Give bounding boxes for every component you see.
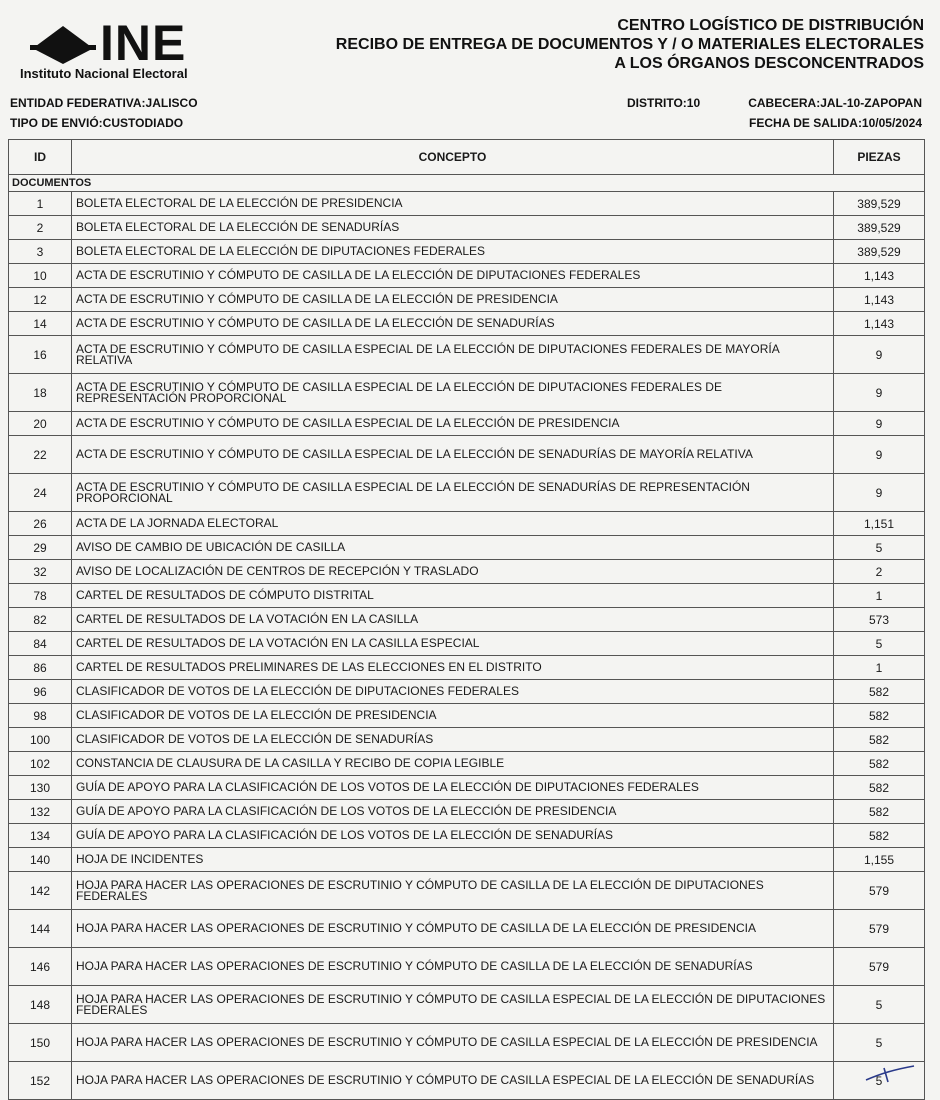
table-row xyxy=(9,848,925,872)
table-row xyxy=(9,264,925,288)
table-header-row xyxy=(9,140,925,175)
cell-concepto: CARTEL DE RESULTADOS DE LA VOTACIÓN EN LA CASILLA xyxy=(72,608,834,632)
cell-id: 96 xyxy=(9,680,72,704)
cell-concepto: CLASIFICADOR DE VOTOS DE LA ELECCIÓN DE DIPUTACIONES FEDERALES xyxy=(72,680,834,704)
table-row xyxy=(9,512,925,536)
table-row xyxy=(9,872,925,910)
cell-piezas: 1 xyxy=(834,656,925,680)
fecha-salida: FECHA DE SALIDA:10/05/2024 xyxy=(749,116,922,130)
table-row xyxy=(9,728,925,752)
cell-piezas: 573 xyxy=(834,608,925,632)
title-line-3: A LOS ÓRGANOS DESCONCENTRADOS xyxy=(614,55,924,72)
cell-concepto: AVISO DE LOCALIZACIÓN DE CENTROS DE RECEPCIÓN Y TRASLADO xyxy=(72,560,834,584)
cell-piezas: 389,529 xyxy=(834,216,925,240)
cell-id: 140 xyxy=(9,848,72,872)
table-row xyxy=(9,240,925,264)
cell-piezas: 9 xyxy=(834,336,925,374)
cell-id: 18 xyxy=(9,374,72,412)
cell-id: 102 xyxy=(9,752,72,776)
table-row xyxy=(9,608,925,632)
tipo-envio: TIPO DE ENVIÓ:CUSTODIADO xyxy=(10,116,184,130)
logo-text: INE xyxy=(100,15,187,71)
cell-piezas: 1,143 xyxy=(834,312,925,336)
cell-concepto: CONSTANCIA DE CLAUSURA DE LA CASILLA Y RECIBO DE COPIA LEGIBLE xyxy=(72,752,834,776)
cell-piezas: 1,143 xyxy=(834,264,925,288)
cell-id: 132 xyxy=(9,800,72,824)
cell-concepto: BOLETA ELECTORAL DE LA ELECCIÓN DE PRESIDENCIA xyxy=(72,192,834,216)
table-row xyxy=(9,374,925,412)
documents-table xyxy=(8,139,925,1100)
cell-id: 100 xyxy=(9,728,72,752)
cell-id: 29 xyxy=(9,536,72,560)
cell-concepto: ACTA DE LA JORNADA ELECTORAL xyxy=(72,512,834,536)
cell-concepto: AVISO DE CAMBIO DE UBICACIÓN DE CASILLA xyxy=(72,536,834,560)
table-row xyxy=(9,584,925,608)
cell-concepto: HOJA PARA HACER LAS OPERACIONES DE ESCRUTINIO Y CÓMPUTO DE CASILLA ESPECIAL DE LA ELECCIÓN DE DIPUTACIONES FEDERALES xyxy=(72,986,834,1024)
cell-concepto: HOJA PARA HACER LAS OPERACIONES DE ESCRUTINIO Y CÓMPUTO DE CASILLA ESPECIAL DE LA ELECCIÓN DE SENADURÍAS xyxy=(72,1062,834,1100)
cell-concepto: ACTA DE ESCRUTINIO Y CÓMPUTO DE CASILLA ESPECIAL DE LA ELECCIÓN DE DIPUTACIONES FEDERALES DE MAYORÍA RELATIVA xyxy=(72,336,834,374)
cell-concepto: ACTA DE ESCRUTINIO Y CÓMPUTO DE CASILLA ESPECIAL DE LA ELECCIÓN DE SENADURÍAS DE MAYORÍA RELATIVA xyxy=(72,436,834,474)
table-row xyxy=(9,412,925,436)
cell-id: 142 xyxy=(9,872,72,910)
table-row xyxy=(9,986,925,1024)
table-row xyxy=(9,910,925,948)
cell-piezas: 2 xyxy=(834,560,925,584)
cell-piezas: 579 xyxy=(834,910,925,948)
cell-concepto: CARTEL DE RESULTADOS DE CÓMPUTO DISTRITAL xyxy=(72,584,834,608)
cell-concepto: BOLETA ELECTORAL DE LA ELECCIÓN DE SENADURÍAS xyxy=(72,216,834,240)
cell-id: 82 xyxy=(9,608,72,632)
cell-piezas: 9 xyxy=(834,474,925,512)
cell-concepto: HOJA PARA HACER LAS OPERACIONES DE ESCRUTINIO Y CÓMPUTO DE CASILLA DE LA ELECCIÓN DE SENADURÍAS xyxy=(72,948,834,986)
column-header-piezas: PIEZAS xyxy=(834,140,925,175)
cell-piezas: 582 xyxy=(834,752,925,776)
cell-piezas: 582 xyxy=(834,704,925,728)
cell-concepto: HOJA DE INCIDENTES xyxy=(72,848,834,872)
cell-concepto: HOJA PARA HACER LAS OPERACIONES DE ESCRUTINIO Y CÓMPUTO DE CASILLA ESPECIAL DE LA ELECCIÓN DE PRESIDENCIA xyxy=(72,1024,834,1062)
table-row xyxy=(9,824,925,848)
cell-id: 2 xyxy=(9,216,72,240)
cell-concepto: BOLETA ELECTORAL DE LA ELECCIÓN DE DIPUTACIONES FEDERALES xyxy=(72,240,834,264)
cell-piezas: 9 xyxy=(834,436,925,474)
cell-concepto: CARTEL DE RESULTADOS DE LA VOTACIÓN EN LA CASILLA ESPECIAL xyxy=(72,632,834,656)
table-row xyxy=(9,312,925,336)
cell-piezas: 9 xyxy=(834,412,925,436)
cell-id: 84 xyxy=(9,632,72,656)
table-row xyxy=(9,216,925,240)
table-row xyxy=(9,1024,925,1062)
cell-id: 22 xyxy=(9,436,72,474)
cell-piezas: 5 xyxy=(834,536,925,560)
cell-piezas: 1,143 xyxy=(834,288,925,312)
cell-piezas: 582 xyxy=(834,824,925,848)
cell-id: 152 xyxy=(9,1062,72,1100)
cell-piezas: 5 xyxy=(834,986,925,1024)
cell-id: 3 xyxy=(9,240,72,264)
table-row xyxy=(9,704,925,728)
cell-piezas: 1 xyxy=(834,584,925,608)
cell-id: 130 xyxy=(9,776,72,800)
cell-piezas: 9 xyxy=(834,374,925,412)
table-row xyxy=(9,948,925,986)
document-title xyxy=(336,16,924,73)
cell-id: 146 xyxy=(9,948,72,986)
cell-concepto: GUÍA DE APOYO PARA LA CLASIFICACIÓN DE LOS VOTOS DE LA ELECCIÓN DE DIPUTACIONES FEDERALES xyxy=(72,776,834,800)
table-row xyxy=(9,656,925,680)
entidad-federativa: ENTIDAD FEDERATIVA:JALISCO xyxy=(10,96,198,110)
table-row xyxy=(9,288,925,312)
cell-concepto: HOJA PARA HACER LAS OPERACIONES DE ESCRUTINIO Y CÓMPUTO DE CASILLA DE LA ELECCIÓN DE PRESIDENCIA xyxy=(72,910,834,948)
section-label: DOCUMENTOS xyxy=(9,175,925,192)
ine-logo xyxy=(14,15,224,84)
cell-id: 32 xyxy=(9,560,72,584)
cell-id: 98 xyxy=(9,704,72,728)
title-line-1: CENTRO LOGÍSTICO DE DISTRIBUCIÓN xyxy=(617,17,924,34)
table-row xyxy=(9,560,925,584)
table-row xyxy=(9,776,925,800)
table-row xyxy=(9,800,925,824)
cell-piezas: 582 xyxy=(834,800,925,824)
table-row xyxy=(9,752,925,776)
table-row xyxy=(9,632,925,656)
cell-id: 134 xyxy=(9,824,72,848)
cell-concepto: ACTA DE ESCRUTINIO Y CÓMPUTO DE CASILLA ESPECIAL DE LA ELECCIÓN DE DIPUTACIONES FEDERALES DE REPRESENTACIÓN PROPORCIONAL xyxy=(72,374,834,412)
cell-concepto: ACTA DE ESCRUTINIO Y CÓMPUTO DE CASILLA DE LA ELECCIÓN DE DIPUTACIONES FEDERALES xyxy=(72,264,834,288)
signature-mark xyxy=(862,1062,922,1084)
cell-id: 10 xyxy=(9,264,72,288)
cell-id: 20 xyxy=(9,412,72,436)
cell-id: 12 xyxy=(9,288,72,312)
cell-concepto: CLASIFICADOR DE VOTOS DE LA ELECCIÓN DE PRESIDENCIA xyxy=(72,704,834,728)
table-row xyxy=(9,436,925,474)
cell-piezas: 389,529 xyxy=(834,192,925,216)
cell-id: 78 xyxy=(9,584,72,608)
cell-id: 150 xyxy=(9,1024,72,1062)
cell-id: 144 xyxy=(9,910,72,948)
cell-concepto: HOJA PARA HACER LAS OPERACIONES DE ESCRUTINIO Y CÓMPUTO DE CASILLA DE LA ELECCIÓN DE DIPUTACIONES FEDERALES xyxy=(72,872,834,910)
cell-concepto: GUÍA DE APOYO PARA LA CLASIFICACIÓN DE LOS VOTOS DE LA ELECCIÓN DE PRESIDENCIA xyxy=(72,800,834,824)
cell-id: 26 xyxy=(9,512,72,536)
table-row xyxy=(9,474,925,512)
cell-piezas: 5 xyxy=(834,632,925,656)
cell-piezas: 582 xyxy=(834,776,925,800)
table-row xyxy=(9,680,925,704)
cell-concepto: CLASIFICADOR DE VOTOS DE LA ELECCIÓN DE SENADURÍAS xyxy=(72,728,834,752)
cell-id: 24 xyxy=(9,474,72,512)
cell-piezas: 582 xyxy=(834,728,925,752)
cell-piezas: 1,155 xyxy=(834,848,925,872)
table-row xyxy=(9,1062,925,1100)
column-header-id: ID xyxy=(9,140,72,175)
cell-piezas: 579 xyxy=(834,872,925,910)
cell-concepto: ACTA DE ESCRUTINIO Y CÓMPUTO DE CASILLA ESPECIAL DE LA ELECCIÓN DE PRESIDENCIA xyxy=(72,412,834,436)
cell-id: 14 xyxy=(9,312,72,336)
table-row xyxy=(9,536,925,560)
cell-piezas: 582 xyxy=(834,680,925,704)
cell-piezas: 5 xyxy=(834,1024,925,1062)
distrito: DISTRITO:10 xyxy=(627,96,701,110)
cell-piezas: 389,529 xyxy=(834,240,925,264)
section-row xyxy=(9,175,925,192)
cell-id: 86 xyxy=(9,656,72,680)
cell-id: 1 xyxy=(9,192,72,216)
table-row xyxy=(9,336,925,374)
cabecera: CABECERA:JAL-10-ZAPOPAN xyxy=(748,96,922,110)
ine-emblem-icon xyxy=(28,24,98,64)
cell-id: 16 xyxy=(9,336,72,374)
cell-piezas: 579 xyxy=(834,948,925,986)
cell-concepto: ACTA DE ESCRUTINIO Y CÓMPUTO DE CASILLA DE LA ELECCIÓN DE SENADURÍAS xyxy=(72,312,834,336)
column-header-concepto: CONCEPTO xyxy=(72,140,834,175)
cell-concepto: GUÍA DE APOYO PARA LA CLASIFICACIÓN DE LOS VOTOS DE LA ELECCIÓN DE SENADURÍAS xyxy=(72,824,834,848)
cell-piezas: 5 xyxy=(834,1062,925,1100)
cell-id: 148 xyxy=(9,986,72,1024)
cell-concepto: ACTA DE ESCRUTINIO Y CÓMPUTO DE CASILLA DE LA ELECCIÓN DE PRESIDENCIA xyxy=(72,288,834,312)
cell-piezas: 1,151 xyxy=(834,512,925,536)
cell-concepto: ACTA DE ESCRUTINIO Y CÓMPUTO DE CASILLA ESPECIAL DE LA ELECCIÓN DE SENADURÍAS DE REPRESENTACIÓN PROPORCIONAL xyxy=(72,474,834,512)
cell-concepto: CARTEL DE RESULTADOS PRELIMINARES DE LAS ELECCIONES EN EL DISTRITO xyxy=(72,656,834,680)
table-row xyxy=(9,192,925,216)
logo-subtitle: Instituto Nacional Electoral xyxy=(20,66,188,81)
title-line-2: RECIBO DE ENTREGA DE DOCUMENTOS Y / O MATERIALES ELECTORALES xyxy=(335,36,924,53)
